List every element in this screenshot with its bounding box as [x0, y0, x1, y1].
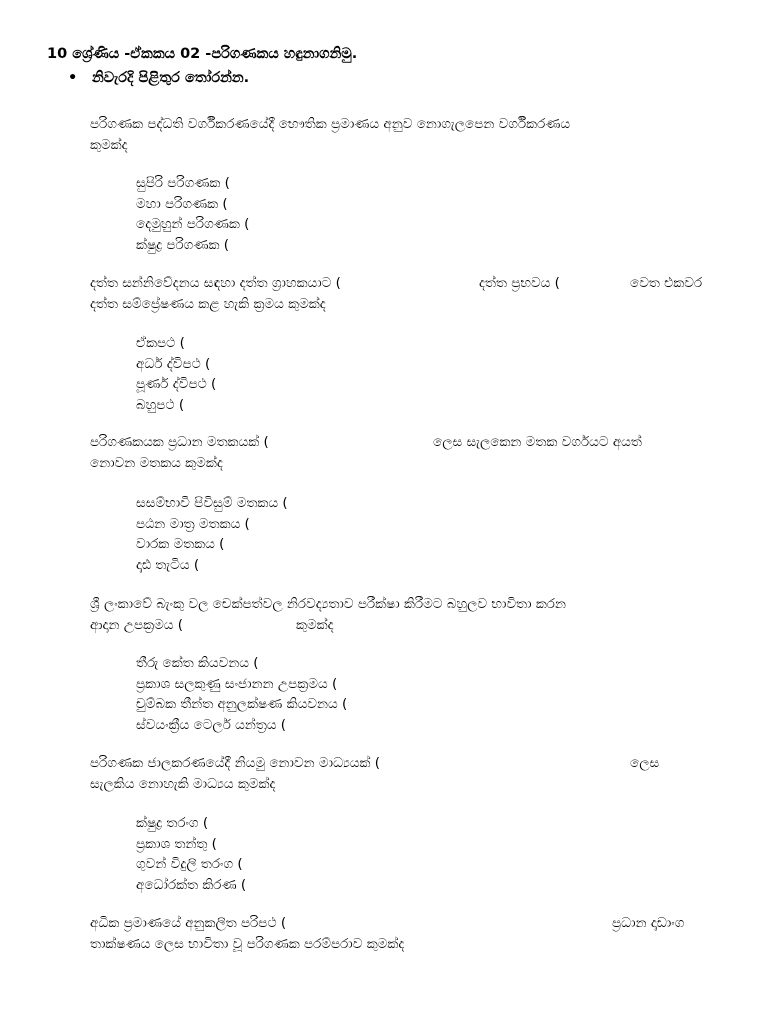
option-item[interactable]: දෙමුහුන් පරිගණක ( [136, 216, 250, 232]
option-item[interactable]: බහුපථ ( [136, 396, 185, 413]
question-text: දත්ත සන්නිවේදනය සඳහා දත්ත ග්‍රාහකයාට ( [90, 275, 341, 291]
question-line [90, 615, 730, 636]
question-line [90, 753, 730, 774]
option-item[interactable]: සසම්භාවී පිවිසුම් මතකය ( [136, 495, 288, 511]
options-1 [136, 173, 249, 255]
question-line [90, 135, 730, 156]
option-item[interactable]: ක්ෂුද්‍ර තරංග ( [136, 815, 209, 831]
question-3 [90, 432, 730, 474]
question-2 [90, 273, 730, 315]
question-line [90, 934, 730, 955]
question-line [90, 774, 730, 795]
question-text: දත්ත ප්‍රභවය ( [479, 275, 560, 291]
options-3 [136, 493, 288, 575]
option-item[interactable]: පඨන මාත්‍ර මතකය ( [136, 515, 250, 532]
question-text: කුමක්ද [296, 617, 334, 633]
question-text: අධික ප්‍රමාණයේ අනුකලිත පරිපථ ( [90, 915, 287, 931]
option-item[interactable]: දෘඪ තැටිය ( [136, 556, 200, 573]
option-item[interactable]: මහා පරිගණක ( [136, 195, 228, 212]
question-line [90, 594, 730, 615]
question-1 [90, 114, 730, 156]
question-text: ලෙස සැලකෙන මතක වර්ගයට අයත් [433, 434, 642, 450]
option-item[interactable]: වාරක මතකය ( [136, 536, 225, 552]
question-line [90, 453, 730, 474]
instruction-text: නිවැරදි පිළිතුර තෝරන්න. [92, 70, 250, 86]
option-item[interactable]: ගුවන් විදුලි තරංග ( [136, 856, 243, 872]
option-item[interactable]: පූර්ණ ද්විපථ ( [136, 376, 217, 392]
option-item[interactable]: තීරු කේත කියවනය ( [136, 655, 259, 671]
question-text: පරිගණකයක ප්‍රධාන මතකයක් ( [90, 434, 269, 450]
question-text: පරිගණක ජාලකරණයේදී නියමු නොවන මාධ්‍යයක් ( [90, 755, 381, 771]
option-item[interactable]: අධෝරක්ත කිරණ ( [136, 876, 247, 893]
question-text: ප්‍රධාන දෘඩාංග [612, 915, 685, 931]
question-text: තාක්ෂණය ලෙස භාවිතා වූ පරිගණක පරම්පරාව කුමක්ද [90, 936, 405, 952]
question-text: පරිගණක පද්ධති වර්ගීකරණයේදී භෞතික ප්‍රමාණය අනුව නොගැලපෙන වර්ගීකරණය [90, 116, 571, 132]
question-text: ශ්‍රී ලංකාවේ බැංකු වල චෙක්පත්වල නිරවද්‍යතාව පරීක්ෂා කිරීමට බහුලව භාවිතා කරන [90, 596, 566, 612]
question-text: වෙත එකවර [630, 275, 703, 291]
page-title: 10 ශ්‍රේණිය -ඒකකය 02 -පරිගණකය හඳුනාගනිමු. [47, 46, 358, 62]
option-item[interactable]: ප්‍රකාශ තන්තු ( [136, 835, 217, 852]
option-item[interactable]: ප්‍රකාශ සලකුණු සංජානන උපක්‍රමය ( [136, 675, 338, 692]
option-item[interactable]: ඒකපථ ( [136, 335, 185, 351]
question-line [90, 913, 730, 934]
question-text: සැලකිය නොහැකි මාධ්‍යය කුමක්ද [90, 776, 276, 792]
option-item[interactable]: ක්ෂුද්‍ර පරිගණක ( [136, 236, 230, 253]
option-item[interactable]: සුපිරි පරිගණක ( [136, 175, 230, 191]
question-text: නොවන මතකය කුමක්ද [90, 455, 223, 471]
question-line [90, 294, 730, 315]
question-5 [90, 753, 730, 795]
option-item[interactable]: අර්ධ ද්විපථ ( [136, 355, 211, 372]
question-text: කුමක්ද [90, 137, 128, 153]
question-text: ආදාන උපක්‍රමය ( [90, 617, 184, 633]
question-4 [90, 594, 730, 636]
question-text: ලෙස [630, 755, 660, 771]
question-6 [90, 913, 730, 955]
option-item[interactable]: චුම්බක තීන්ත අනුලක්ෂණ කියවනය ( [136, 696, 348, 712]
options-5 [136, 813, 246, 895]
question-line [90, 432, 730, 453]
question-line [90, 273, 730, 294]
option-item[interactable]: ස්වයංක්‍රීය ටෙලර් යන්ත්‍රය ( [136, 716, 287, 733]
instruction-line [68, 70, 249, 86]
options-2 [136, 333, 216, 415]
bullet-icon: • [68, 70, 78, 86]
options-4 [136, 653, 347, 735]
question-text: දත්ත සම්ප්‍රේෂණය කළ හැකි ක්‍රමය කුමක්ද [90, 296, 326, 312]
question-line [90, 114, 730, 135]
